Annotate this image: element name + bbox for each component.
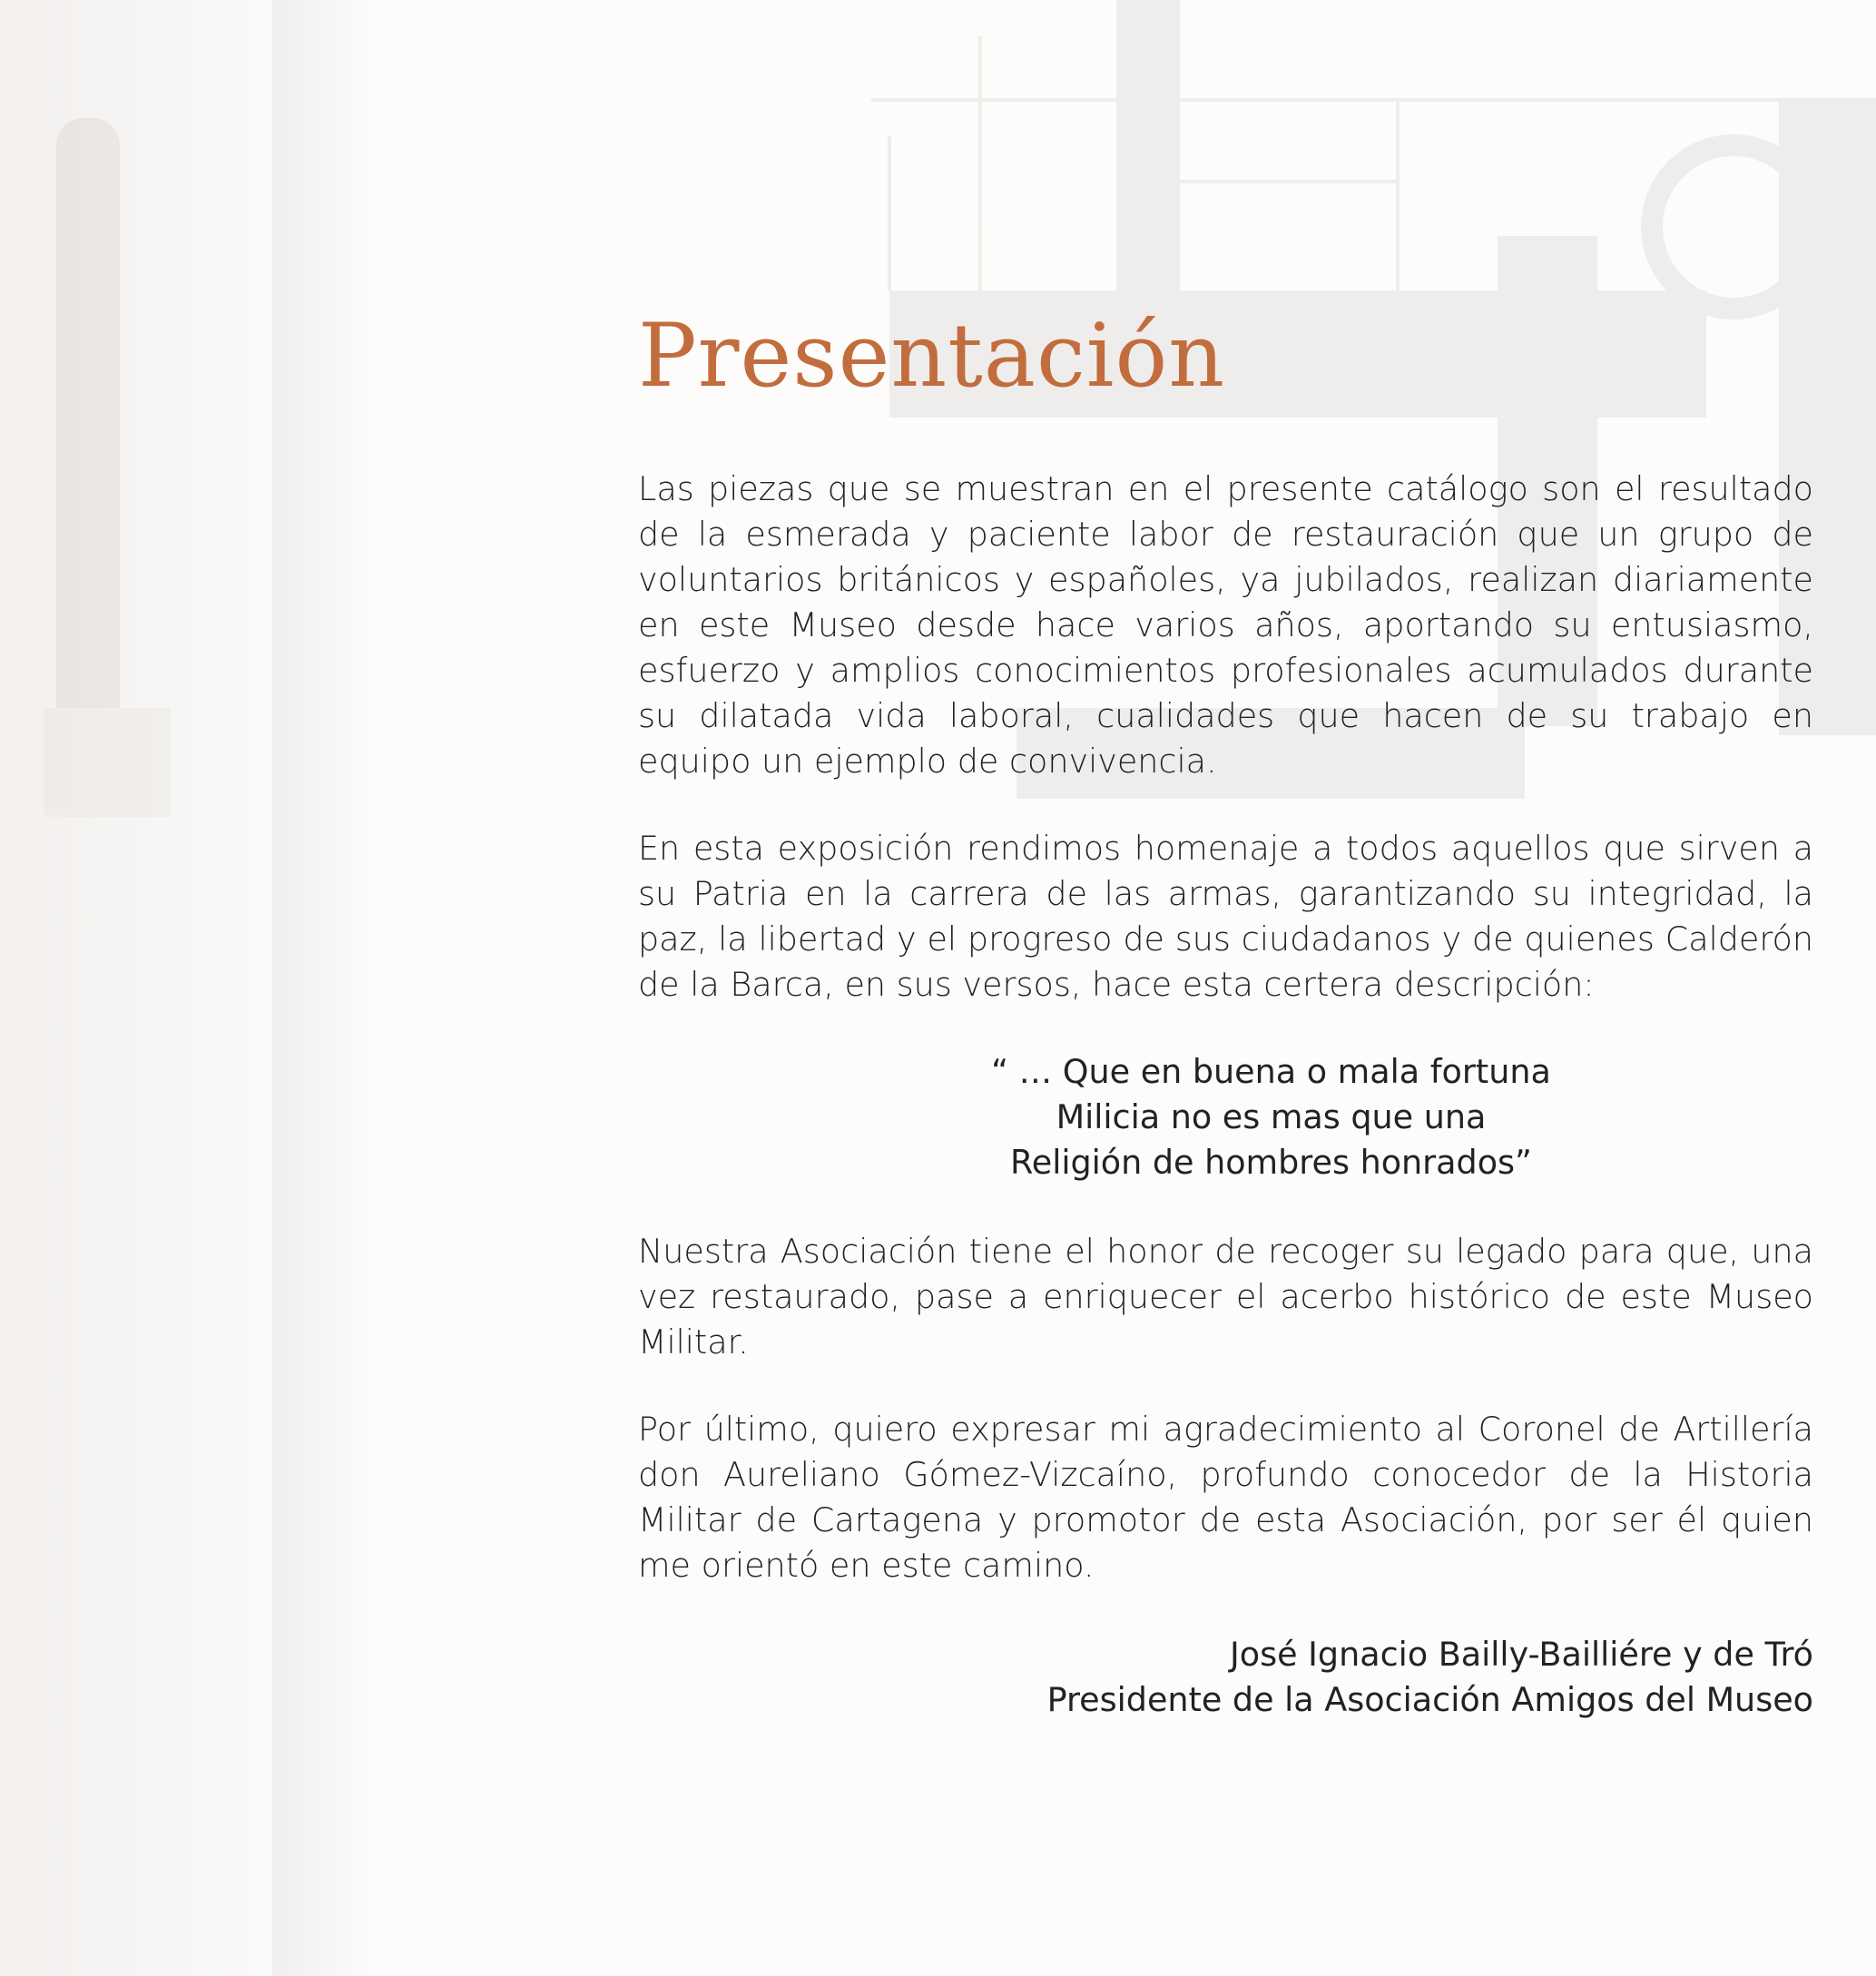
signature-role: Presidente de la Asociación Amigos del Museo	[1046, 1679, 1813, 1719]
text-column	[638, 305, 1813, 1723]
signature-block	[638, 1632, 1813, 1723]
paragraph-homage: En esta exposición rendimos homenaje a todos aquellos que sirven a su Patria en la carrera de las armas, garantizando su integridad, la paz, la libertad y el progreso de sus ciudadanos y de quienes Calderón de la Barca, en sus versos, hace esta certera descripción:	[638, 828, 1813, 1004]
verse-quote	[638, 1049, 1813, 1185]
page-title: Presentación	[638, 305, 1226, 407]
quote-line: “ … Que en buena o mala fortuna	[991, 1051, 1551, 1091]
paragraph-restoration: Las piezas que se muestran en el presente catálogo son el resultado de la esmerada y paciente labor de restauración que un grupo de voluntarios británicos y españoles, ya jubilados, realizan diariamente en este Museo desde hace varios años, aportando su entusiasmo, esfuerzo y amplios conocimientos profesionales acumulados durante su dilatada vida laboral, cualidades que hacen de su trabajo en equipo un ejemplo de convivencia.	[638, 468, 1813, 781]
signature-name: José Ignacio Bailly-Bailliére y de Tró	[1230, 1634, 1813, 1674]
quote-line: Religión de hombres honrados”	[1010, 1142, 1532, 1182]
paragraph-acknowledgement: Por último, quiero expresar mi agradecimiento al Coronel de Artillería don Aureliano Gómez-Vizcaíno, profundo conocedor de la Historia Militar de Cartagena y promotor de esta Asociación, por ser él quien me orientó en este camino.	[638, 1409, 1813, 1585]
paragraph-legacy: Nuestra Asociación tiene el honor de recoger su legado para que, una vez restaurado, pase a enriquecer el acerbo histórico de este Museo Militar.	[638, 1231, 1813, 1362]
quote-line: Milicia no es mas que una	[1056, 1096, 1487, 1136]
